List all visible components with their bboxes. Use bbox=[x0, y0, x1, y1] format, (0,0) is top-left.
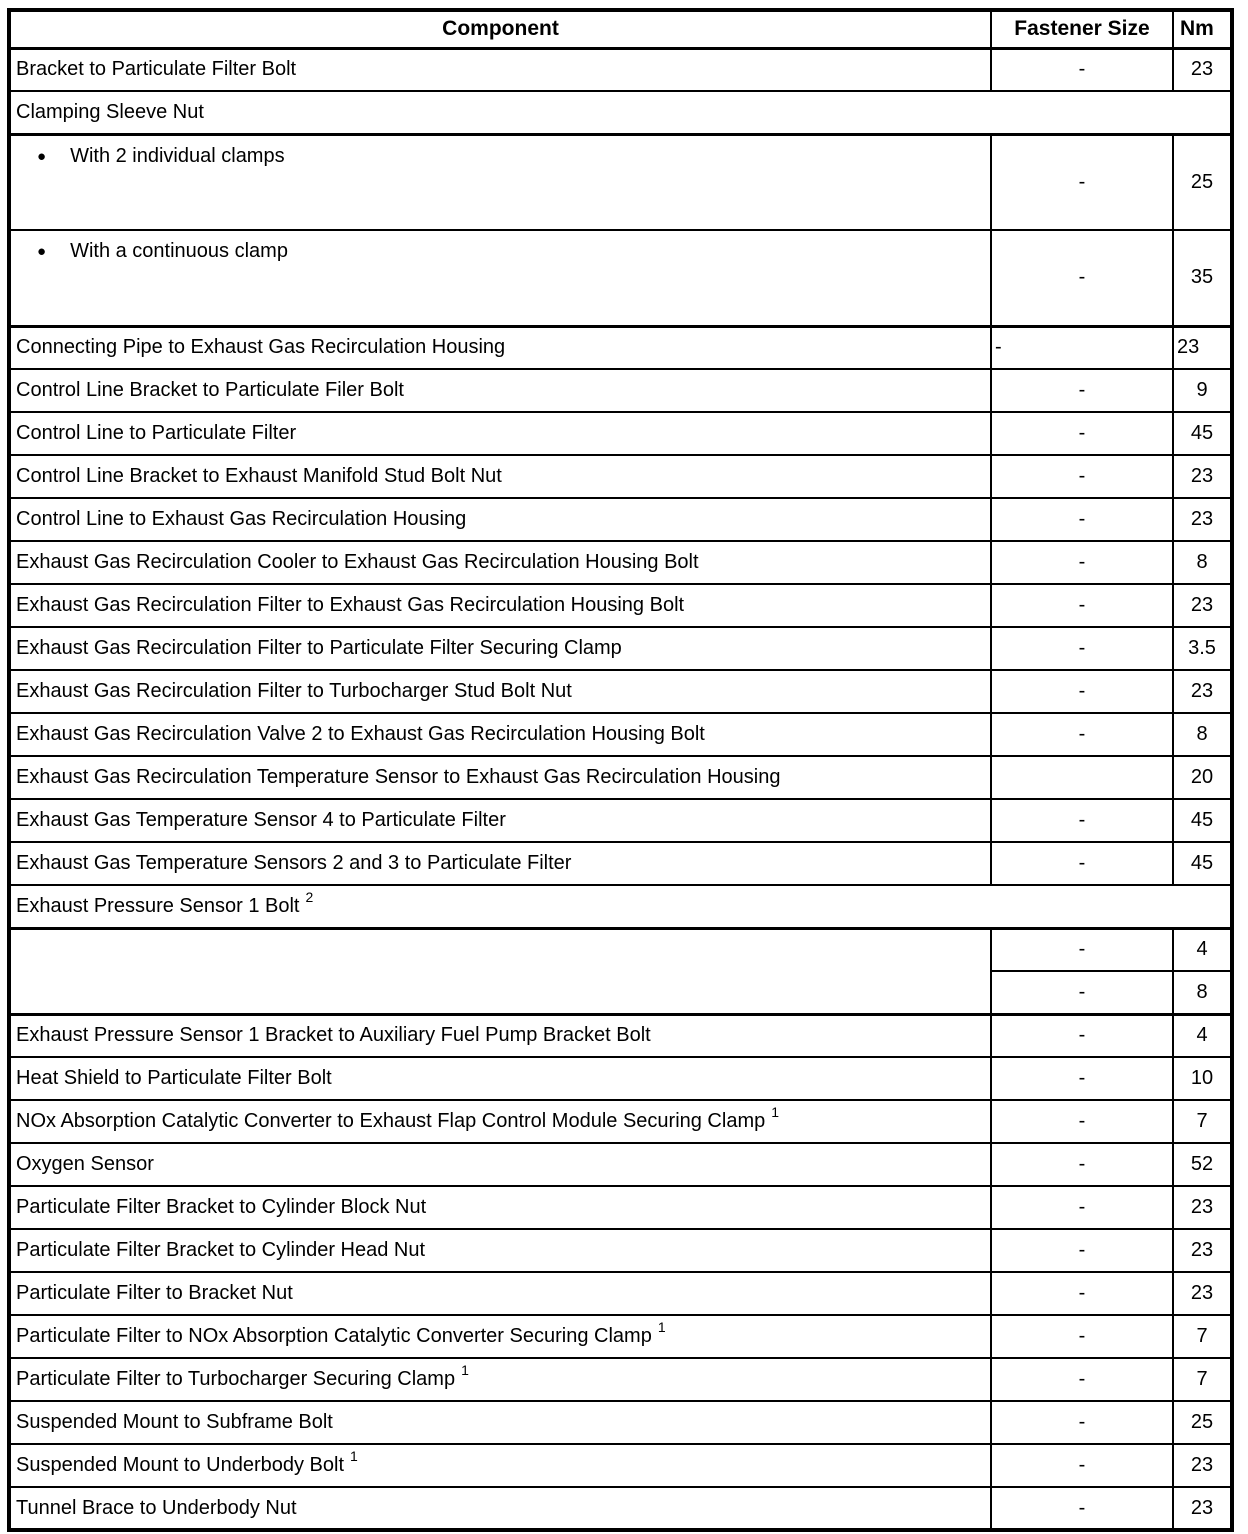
nm-cell: 23 bbox=[1173, 670, 1232, 713]
component-cell bbox=[9, 928, 991, 1014]
table-row bbox=[9, 1358, 1232, 1401]
nm-cell: 9 bbox=[1173, 369, 1232, 412]
column-header-fastener-size: Fastener Size bbox=[991, 10, 1173, 48]
column-header-nm: Nm bbox=[1173, 10, 1232, 48]
nm-cell: 45 bbox=[1173, 412, 1232, 455]
component-cell: Exhaust Gas Recirculation Filter to Exhaust Gas Recirculation Housing Bolt bbox=[9, 584, 991, 627]
component-cell bbox=[9, 885, 1232, 928]
fastener-size-cell: - bbox=[991, 541, 1173, 584]
table-row bbox=[9, 627, 1232, 670]
nm-cell: 45 bbox=[1173, 799, 1232, 842]
fastener-size-cell: - bbox=[991, 670, 1173, 713]
table-row bbox=[9, 1229, 1232, 1272]
fastener-size-cell: - bbox=[991, 48, 1173, 91]
table-row bbox=[9, 670, 1232, 713]
component-label: NOx Absorption Catalytic Converter to Exhaust Flap Control Module Securing Clamp bbox=[16, 1110, 766, 1132]
component-cell bbox=[9, 1315, 991, 1358]
table-row bbox=[9, 230, 1232, 326]
nm-cell: 45 bbox=[1173, 842, 1232, 885]
table-row bbox=[9, 48, 1232, 91]
footnote-marker: 1 bbox=[657, 1319, 666, 1336]
footnote-marker: 1 bbox=[350, 1448, 358, 1465]
bullet-icon: ● bbox=[37, 243, 47, 260]
fastener-size-cell: - bbox=[991, 1401, 1173, 1444]
component-label: With a continuous clamp bbox=[70, 240, 288, 262]
fastener-size-cell: - bbox=[991, 230, 1173, 326]
table-row bbox=[9, 498, 1232, 541]
component-cell bbox=[9, 1358, 991, 1401]
component-label: Particulate Filter to NOx Absorption Catalytic Converter Securing Clamp bbox=[16, 1325, 652, 1347]
bullet-icon: ● bbox=[37, 147, 47, 165]
table-row bbox=[9, 1401, 1232, 1444]
component-cell: Tunnel Brace to Underbody Nut bbox=[9, 1487, 991, 1530]
component-cell: Heat Shield to Particulate Filter Bolt bbox=[9, 1057, 991, 1100]
table-row bbox=[9, 1014, 1232, 1057]
table-row bbox=[9, 756, 1232, 799]
fastener-size-cell: - bbox=[991, 1143, 1173, 1186]
nm-cell: 23 bbox=[1173, 584, 1232, 627]
header-row bbox=[9, 10, 1232, 48]
component-cell: Particulate Filter to Bracket Nut bbox=[9, 1272, 991, 1315]
footnote-marker: 1 bbox=[461, 1362, 469, 1379]
table-row bbox=[9, 1444, 1232, 1487]
component-cell: Exhaust Gas Recirculation Temperature Sensor to Exhaust Gas Recirculation Housing bbox=[9, 756, 991, 799]
fastener-size-cell: - bbox=[991, 799, 1173, 842]
nm-cell: 23 bbox=[1173, 498, 1232, 541]
component-cell: Particulate Filter Bracket to Cylinder Head Nut bbox=[9, 1229, 991, 1272]
table-row bbox=[9, 541, 1232, 584]
component-cell: Exhaust Gas Recirculation Cooler to Exhaust Gas Recirculation Housing Bolt bbox=[9, 541, 991, 584]
table-row bbox=[9, 412, 1232, 455]
component-label: With 2 individual clamps bbox=[70, 144, 285, 167]
fastener-size-cell: - bbox=[991, 1272, 1173, 1315]
table-row bbox=[9, 326, 1232, 369]
fastener-size-cell: - bbox=[991, 1057, 1173, 1100]
nm-cell: 23 bbox=[1173, 1229, 1232, 1272]
component-cell: Oxygen Sensor bbox=[9, 1143, 991, 1186]
nm-cell: 25 bbox=[1173, 1401, 1232, 1444]
nm-cell: 23 bbox=[1173, 1186, 1232, 1229]
fastener-size-cell bbox=[991, 756, 1173, 799]
table-row-group-heading bbox=[9, 885, 1232, 928]
nm-cell: 3.5 bbox=[1173, 627, 1232, 670]
nm-cell: 10 bbox=[1173, 1057, 1232, 1100]
table-row bbox=[9, 1315, 1232, 1358]
fastener-size-cell: - bbox=[991, 584, 1173, 627]
component-label: Suspended Mount to Underbody Bolt bbox=[16, 1454, 344, 1476]
fastener-size-cell: - bbox=[991, 1487, 1173, 1530]
table-row bbox=[9, 1143, 1232, 1186]
fastener-size-cell: - bbox=[991, 134, 1173, 230]
fastener-size-cell: - bbox=[991, 326, 1173, 369]
nm-cell: 8 bbox=[1173, 971, 1232, 1014]
component-cell: Exhaust Pressure Sensor 1 Bracket to Auxiliary Fuel Pump Bracket Bolt bbox=[9, 1014, 991, 1057]
component-cell: Suspended Mount to Subframe Bolt bbox=[9, 1401, 991, 1444]
table-row bbox=[9, 1057, 1232, 1100]
fastener-size-cell: - bbox=[991, 1014, 1173, 1057]
nm-cell: 23 bbox=[1173, 48, 1232, 91]
component-cell: Connecting Pipe to Exhaust Gas Recirculation Housing bbox=[9, 326, 991, 369]
component-cell: Particulate Filter Bracket to Cylinder Block Nut bbox=[9, 1186, 991, 1229]
fastener-size-cell: - bbox=[991, 971, 1173, 1014]
component-cell bbox=[9, 1444, 991, 1487]
fastener-size-cell: - bbox=[991, 455, 1173, 498]
fastener-size-cell: - bbox=[991, 1229, 1173, 1272]
column-header-component: Component bbox=[9, 10, 991, 48]
table-row bbox=[9, 134, 1232, 230]
table-row bbox=[9, 1487, 1232, 1530]
fastener-size-cell: - bbox=[991, 1186, 1173, 1229]
fastener-size-cell: - bbox=[991, 369, 1173, 412]
component-cell bbox=[9, 134, 991, 230]
table-row bbox=[9, 799, 1232, 842]
fastener-size-cell: - bbox=[991, 1444, 1173, 1487]
fastener-size-cell: - bbox=[991, 842, 1173, 885]
nm-cell: 35 bbox=[1173, 230, 1232, 326]
fastener-size-cell: - bbox=[991, 498, 1173, 541]
nm-cell: 23 bbox=[1173, 1272, 1232, 1315]
fastener-size-cell: - bbox=[991, 627, 1173, 670]
table-row bbox=[9, 1272, 1232, 1315]
component-cell: Exhaust Gas Temperature Sensors 2 and 3 to Particulate Filter bbox=[9, 842, 991, 885]
nm-cell: 7 bbox=[1173, 1315, 1232, 1358]
fastener-size-cell: - bbox=[991, 1358, 1173, 1401]
fastener-size-cell: - bbox=[991, 1315, 1173, 1358]
fastener-size-cell: - bbox=[991, 412, 1173, 455]
component-cell: Clamping Sleeve Nut bbox=[9, 91, 1232, 134]
table-row bbox=[9, 842, 1232, 885]
table-row-group-heading bbox=[9, 91, 1232, 134]
component-label: Exhaust Pressure Sensor 1 Bolt bbox=[16, 894, 300, 917]
nm-cell: 23 bbox=[1173, 1444, 1232, 1487]
nm-cell: 4 bbox=[1173, 928, 1232, 971]
fastener-size-cell: - bbox=[991, 713, 1173, 756]
nm-cell: 23 bbox=[1173, 455, 1232, 498]
component-cell: Control Line Bracket to Exhaust Manifold Stud Bolt Nut bbox=[9, 455, 991, 498]
footnote-marker: 2 bbox=[305, 889, 314, 906]
table-row bbox=[9, 584, 1232, 627]
nm-cell: 7 bbox=[1173, 1100, 1232, 1143]
table-row bbox=[9, 928, 1232, 971]
torque-spec-table bbox=[7, 8, 1234, 1532]
nm-cell: 23 bbox=[1173, 326, 1232, 369]
component-cell: Exhaust Gas Recirculation Filter to Particulate Filter Securing Clamp bbox=[9, 627, 991, 670]
component-cell: Bracket to Particulate Filter Bolt bbox=[9, 48, 991, 91]
component-label: Particulate Filter to Turbocharger Securing Clamp bbox=[16, 1368, 456, 1390]
nm-cell: 4 bbox=[1173, 1014, 1232, 1057]
component-cell: Control Line to Particulate Filter bbox=[9, 412, 991, 455]
footnote-marker: 1 bbox=[771, 1104, 780, 1121]
component-cell: Control Line to Exhaust Gas Recirculation Housing bbox=[9, 498, 991, 541]
component-cell bbox=[9, 1100, 991, 1143]
nm-cell: 8 bbox=[1173, 541, 1232, 584]
nm-cell: 8 bbox=[1173, 713, 1232, 756]
component-cell bbox=[9, 230, 991, 326]
table-row bbox=[9, 369, 1232, 412]
component-cell: Exhaust Gas Recirculation Valve 2 to Exhaust Gas Recirculation Housing Bolt bbox=[9, 713, 991, 756]
table-row bbox=[9, 455, 1232, 498]
table-row bbox=[9, 1100, 1232, 1143]
component-cell: Control Line Bracket to Particulate Filer Bolt bbox=[9, 369, 991, 412]
component-cell: Exhaust Gas Temperature Sensor 4 to Particulate Filter bbox=[9, 799, 991, 842]
nm-cell: 23 bbox=[1173, 1487, 1232, 1530]
fastener-size-cell: - bbox=[991, 1100, 1173, 1143]
table-row bbox=[9, 713, 1232, 756]
nm-cell: 7 bbox=[1173, 1358, 1232, 1401]
fastener-size-cell: - bbox=[991, 928, 1173, 971]
nm-cell: 20 bbox=[1173, 756, 1232, 799]
table-row bbox=[9, 1186, 1232, 1229]
component-cell: Exhaust Gas Recirculation Filter to Turbocharger Stud Bolt Nut bbox=[9, 670, 991, 713]
nm-cell: 52 bbox=[1173, 1143, 1232, 1186]
nm-cell: 25 bbox=[1173, 134, 1232, 230]
